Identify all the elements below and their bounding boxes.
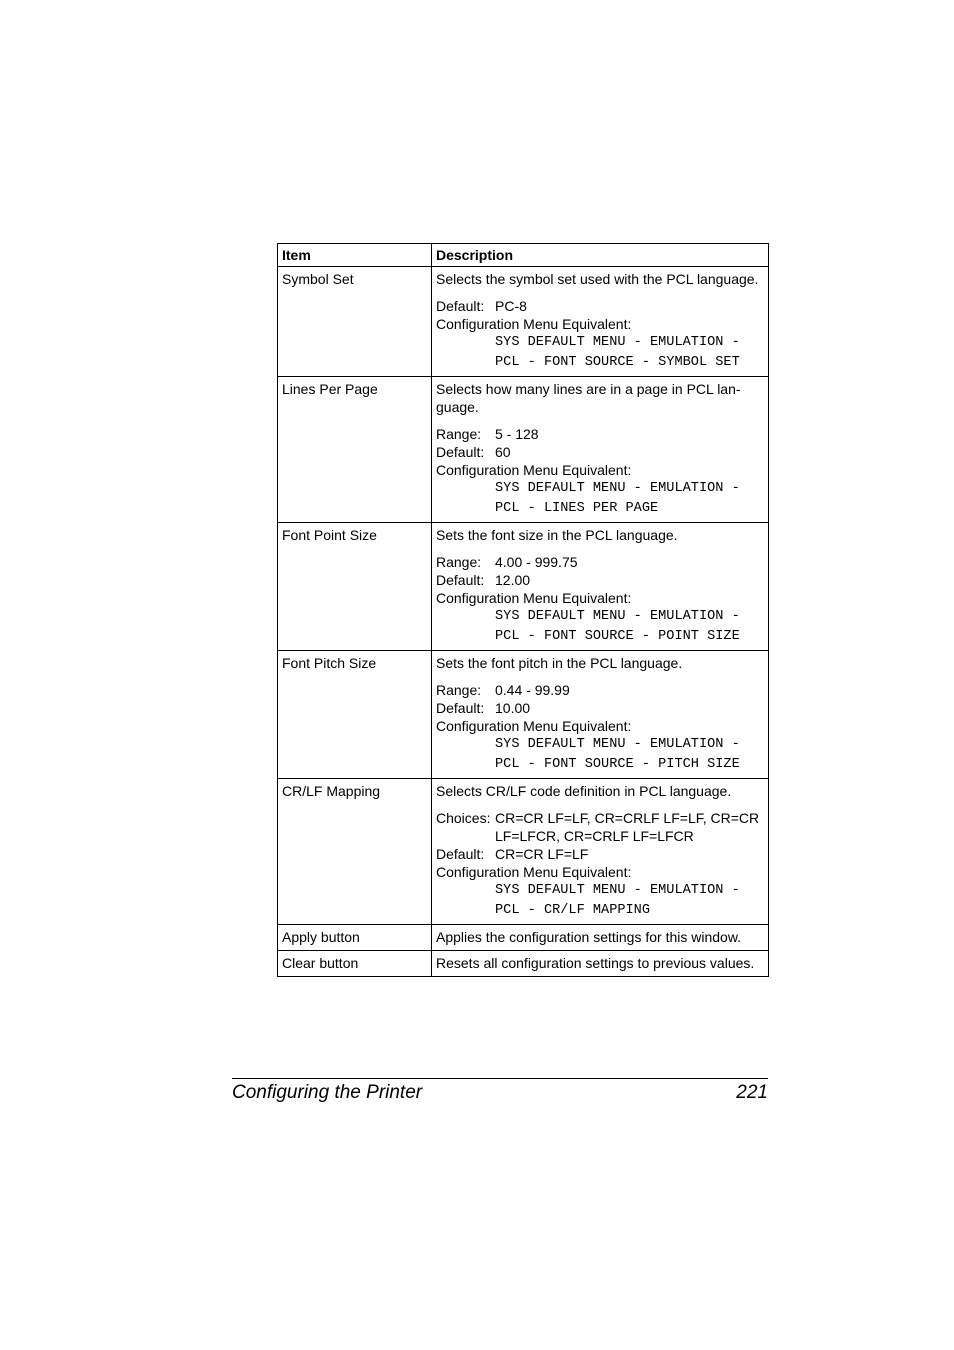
settings-table	[277, 243, 769, 977]
field-key: Range:	[436, 682, 482, 698]
field-value: 60	[495, 444, 511, 460]
table-row	[278, 523, 769, 651]
config-menu-path: SYS DEFAULT MENU - EMULATION - PCL - LINES PER PAGE	[495, 481, 740, 516]
table-row	[278, 267, 769, 377]
table-row	[278, 925, 769, 951]
footer-title: Configuring the Printer	[232, 1082, 423, 1103]
field-value: 10.00	[495, 700, 531, 716]
table-header-row	[278, 244, 769, 267]
row-description	[432, 779, 769, 925]
config-menu-path: SYS DEFAULT MENU - EMULATION - PCL - FONT SOURCE - SYMBOL SET	[495, 335, 740, 370]
field-value: 0.44 - 99.99	[495, 682, 570, 698]
field-row	[436, 681, 764, 699]
row-item-name: Clear button	[278, 951, 432, 977]
footer-rule	[232, 1078, 768, 1079]
field-value: 12.00	[495, 572, 531, 588]
page-number: 221	[736, 1082, 768, 1103]
field-row	[436, 443, 764, 461]
table-row	[278, 779, 769, 925]
field-value: CR=CR LF=LF	[495, 846, 589, 862]
field-value: CR=CR LF=LF, CR=CRLF LF=LF, CR=CR LF=LFCR, CR=CRLF LF=LFCR	[495, 810, 760, 844]
header-description: Description	[432, 244, 769, 267]
row-item-name: Font Pitch Size	[278, 651, 432, 779]
field-key: Default:	[436, 700, 485, 716]
field-key: Range:	[436, 554, 482, 570]
row-item-name: Symbol Set	[278, 267, 432, 377]
config-menu-path: SYS DEFAULT MENU - EMULATION - PCL - CR/LF MAPPING	[495, 883, 740, 918]
description-text: Selects how many lines are in a page in PCL lan-guage.	[436, 381, 741, 415]
config-menu-label: Configuration Menu Equivalent:	[436, 718, 632, 734]
description-text: Applies the configuration settings for this window.	[436, 929, 742, 945]
field-key: Default:	[436, 846, 485, 862]
config-menu-path: SYS DEFAULT MENU - EMULATION - PCL - FONT SOURCE - PITCH SIZE	[495, 737, 740, 772]
config-menu-path: SYS DEFAULT MENU - EMULATION - PCL - FONT SOURCE - POINT SIZE	[495, 609, 740, 644]
description-text: Sets the font size in the PCL language.	[436, 527, 678, 543]
row-description	[432, 377, 769, 523]
field-row	[436, 571, 764, 589]
field-value: PC-8	[495, 298, 527, 314]
row-description	[432, 523, 769, 651]
row-description	[432, 951, 769, 977]
row-description	[432, 267, 769, 377]
field-key: Default:	[436, 444, 485, 460]
field-value: 4.00 - 999.75	[495, 554, 578, 570]
row-item-name: Font Point Size	[278, 523, 432, 651]
row-description	[432, 925, 769, 951]
row-item-name: Lines Per Page	[278, 377, 432, 523]
field-row	[436, 297, 764, 315]
config-menu-label: Configuration Menu Equivalent:	[436, 316, 632, 332]
description-text: Resets all configuration settings to previous values.	[436, 955, 755, 971]
field-row	[436, 425, 764, 443]
row-item-name: CR/LF Mapping	[278, 779, 432, 925]
config-menu-label: Configuration Menu Equivalent:	[436, 462, 632, 478]
field-key: Default:	[436, 298, 485, 314]
description-text: Selects the symbol set used with the PCL language.	[436, 271, 759, 287]
field-key: Range:	[436, 426, 482, 442]
field-row	[436, 809, 764, 845]
field-row	[436, 845, 764, 863]
table-row	[278, 377, 769, 523]
row-description	[432, 651, 769, 779]
table-row	[278, 651, 769, 779]
header-item: Item	[278, 244, 432, 267]
config-menu-label: Configuration Menu Equivalent:	[436, 590, 632, 606]
field-value: 5 - 128	[495, 426, 539, 442]
table-row	[278, 951, 769, 977]
field-row	[436, 699, 764, 717]
description-text: Selects CR/LF code definition in PCL language.	[436, 783, 732, 799]
field-key: Default:	[436, 572, 485, 588]
field-row	[436, 553, 764, 571]
config-menu-label: Configuration Menu Equivalent:	[436, 864, 632, 880]
row-item-name: Apply button	[278, 925, 432, 951]
description-text: Sets the font pitch in the PCL language.	[436, 655, 683, 671]
field-key: Choices:	[436, 810, 491, 826]
